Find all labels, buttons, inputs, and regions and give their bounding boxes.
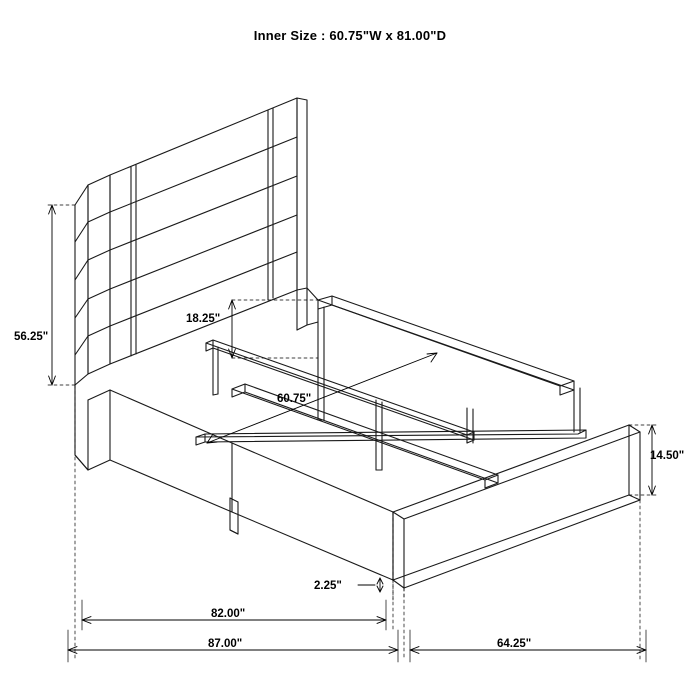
page-title: Inner Size : 60.75"W x 81.00"D xyxy=(253,28,447,43)
dim-label-clearance: 2.25" xyxy=(314,580,342,592)
left-side-rail xyxy=(75,385,393,580)
slat-frame xyxy=(196,288,586,534)
dimension-lines xyxy=(49,205,656,662)
dimension-labels xyxy=(14,313,684,650)
dim-label-overall-width: 64.25" xyxy=(497,638,532,650)
footboard xyxy=(393,425,640,588)
dim-label-panel-height: 18.25" xyxy=(186,313,221,325)
dim-label-inner-length: 82.00" xyxy=(211,608,246,620)
headboard xyxy=(75,98,307,385)
dim-label-headboard-height: 56.25" xyxy=(14,331,49,343)
dim-label-interior-width: 60.75" xyxy=(277,393,312,405)
dim-label-overall-length: 87.00" xyxy=(208,638,243,650)
dim-label-footboard-height: 14.50" xyxy=(650,450,685,462)
